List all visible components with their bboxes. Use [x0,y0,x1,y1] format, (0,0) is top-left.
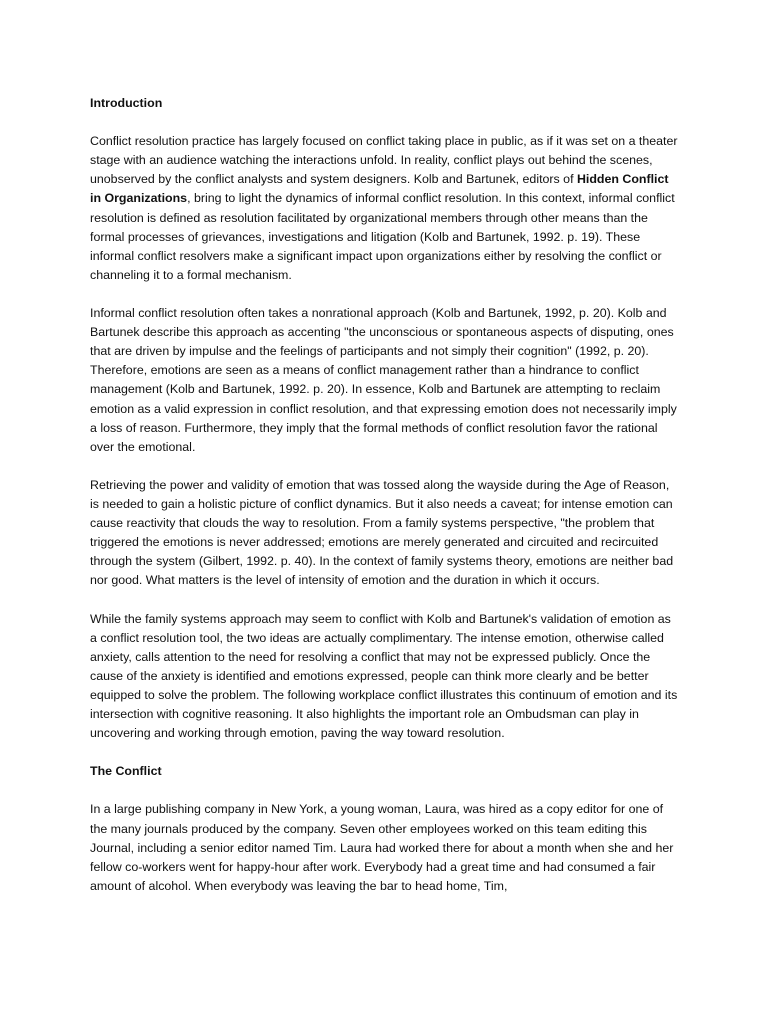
paragraph-5: In a large publishing company in New York, a young woman, Laura, was hired as a copy editor for one of the many journals produced by the company. Seven other employees worked on this team editing this Journal, including a senior editor named Tim. Laura had worked there for about a month when she and her fellow co-workers went for happy-hour after work. Everybody had a great time and had consumed a fair amount of alcohol. When everybody was leaving the bar to head home, Tim, [90,802,674,893]
paragraph-spacer [90,743,680,762]
paragraph-1 [90,132,680,285]
paragraph-spacer [90,285,680,304]
paragraph-spacer [90,457,680,476]
paragraph-spacer [90,781,680,800]
book-title: Hidden Conflict in Organizations [90,172,669,206]
heading-the-conflict: The Conflict [90,764,162,779]
paragraph-spacer [90,590,680,609]
paragraph-spacer [90,113,680,132]
document-page [90,94,680,896]
paragraph-2: Informal conflict resolution often takes a nonrational approach (Kolb and Bartunek, 1992, p. 20). Kolb and Bartunek describe this approach as accenting "the unconscious or spontaneous aspects of disputing, ones that are driven by impulse and the feelings of participants and not simply their cognition" (1992, p. 20). Therefore, emotions are seen as a means of conflict management rather than a hindrance to conflict management (Kolb and Bartunek, 1992. p. 20). In essence, Kolb and Bartunek are attempting to reclaim emotion as a valid expression in conflict resolution, and that expressing emotion does not necessarily imply a loss of reason. Furthermore, they imply that the formal methods of conflict resolution favor the rational over the emotional. [90,306,677,454]
paragraph-1-text-before: Conflict resolution practice has largely focused on conflict taking place in public, as if it was set on a theater stage with an audience watching the interactions unfold. In reality, conflict plays out behind the scenes, unobserved by the conflict analysts and system designers. Kolb and Bartunek, editors of [90,134,678,187]
paragraph-3: Retrieving the power and validity of emotion that was tossed along the wayside during the Age of Reason, is needed to gain a holistic picture of conflict dynamics. But it also needs a caveat; for intense emotion can cause reactivity that clouds the way to resolution. From a family systems perspective, "the problem that triggered the emotions is never addressed; emotions are merely generated and circuited and recircuited through the system (Gilbert, 1992. p. 40). In the context of family systems theory, emotions are neither bad nor good. What matters is the level of intensity of emotion and the duration in which it occurs. [90,477,674,588]
paragraph-1-text-after: , bring to light the dynamics of informal conflict resolution. In this context, informal conflict resolution is defined as resolution facilitated by organizational members through other means than the formal processes of grievances, investigations and litigation (Kolb and Bartunek, 1992. p. 19). These informal conflict resolvers make a significant impact upon organizations either by resolving the conflict or channeling it to a formal mechanism. [90,191,675,282]
paragraph-4: While the family systems approach may seem to conflict with Kolb and Bartunek's validation of emotion as a conflict resolution tool, the two ideas are actually complimentary. The intense emotion, otherwise called anxiety, calls attention to the need for resolving a conflict that may not be expressed publicly. Once the cause of the anxiety is identified and emotions expressed, people can think more clearly and be better equipped to solve the problem. The following workplace conflict illustrates this continuum of emotion and its intersection with cognitive reasoning. It also highlights the important role an Ombudsman can play in uncovering and working through emotion, paving the way toward resolution. [90,611,678,741]
heading-introduction: Introduction [90,96,163,110]
